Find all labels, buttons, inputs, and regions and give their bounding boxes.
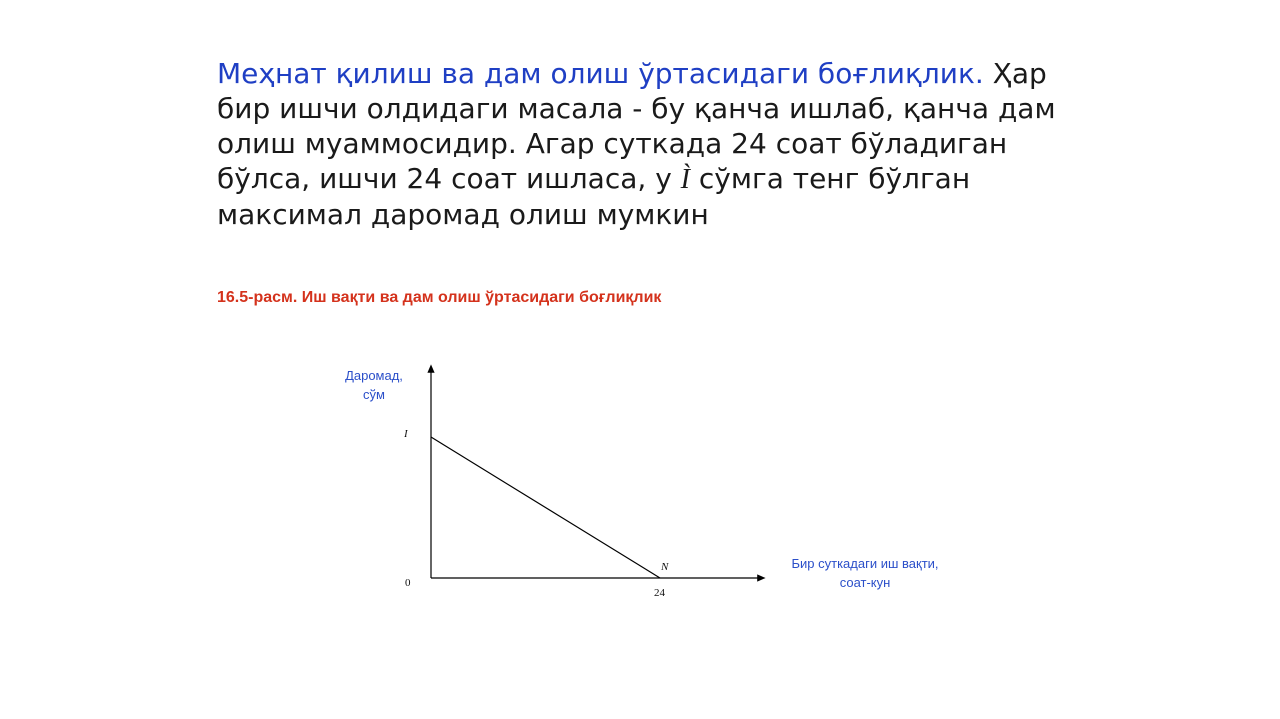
- y-axis-label-line2: сўм: [363, 387, 385, 402]
- x-axis-label-line2: соат-кун: [839, 575, 891, 590]
- series-group: [431, 437, 660, 578]
- paragraph-body-2: сўмга тенг бўлган максимал даромад олиш мумкин: [217, 162, 971, 231]
- paragraph-body-1: Ҳар бир ишчи олдидаги масала - бу қанча ишлаб, қанча дам олиш муаммосидир. Агар суткада 24 соат бўладиган бўлса, ишчи 24 соат ишласа, у: [217, 57, 1056, 195]
- point-y-label: I: [404, 428, 408, 440]
- paragraph-symbol: Ì: [680, 164, 690, 195]
- x-axis-label-line1: Бир суткадаги иш вақти,: [791, 556, 939, 571]
- series-line-segment: [431, 437, 660, 578]
- y-axis-label-line1: Даромад,: [345, 368, 403, 383]
- y-axis-label: [330, 366, 418, 404]
- x-axis-label: [770, 554, 960, 592]
- x-tick-label: 24: [654, 587, 665, 599]
- figure-caption: 16.5-расм. Иш вақти ва дам олиш ўртасидаги боғлиқлик: [217, 289, 662, 306]
- origin-label: 0: [405, 577, 411, 589]
- point-x-label: N: [661, 561, 669, 573]
- paragraph-lead: Меҳнат қилиш ва дам олиш ўртасидаги боғлиқлик.: [217, 57, 984, 90]
